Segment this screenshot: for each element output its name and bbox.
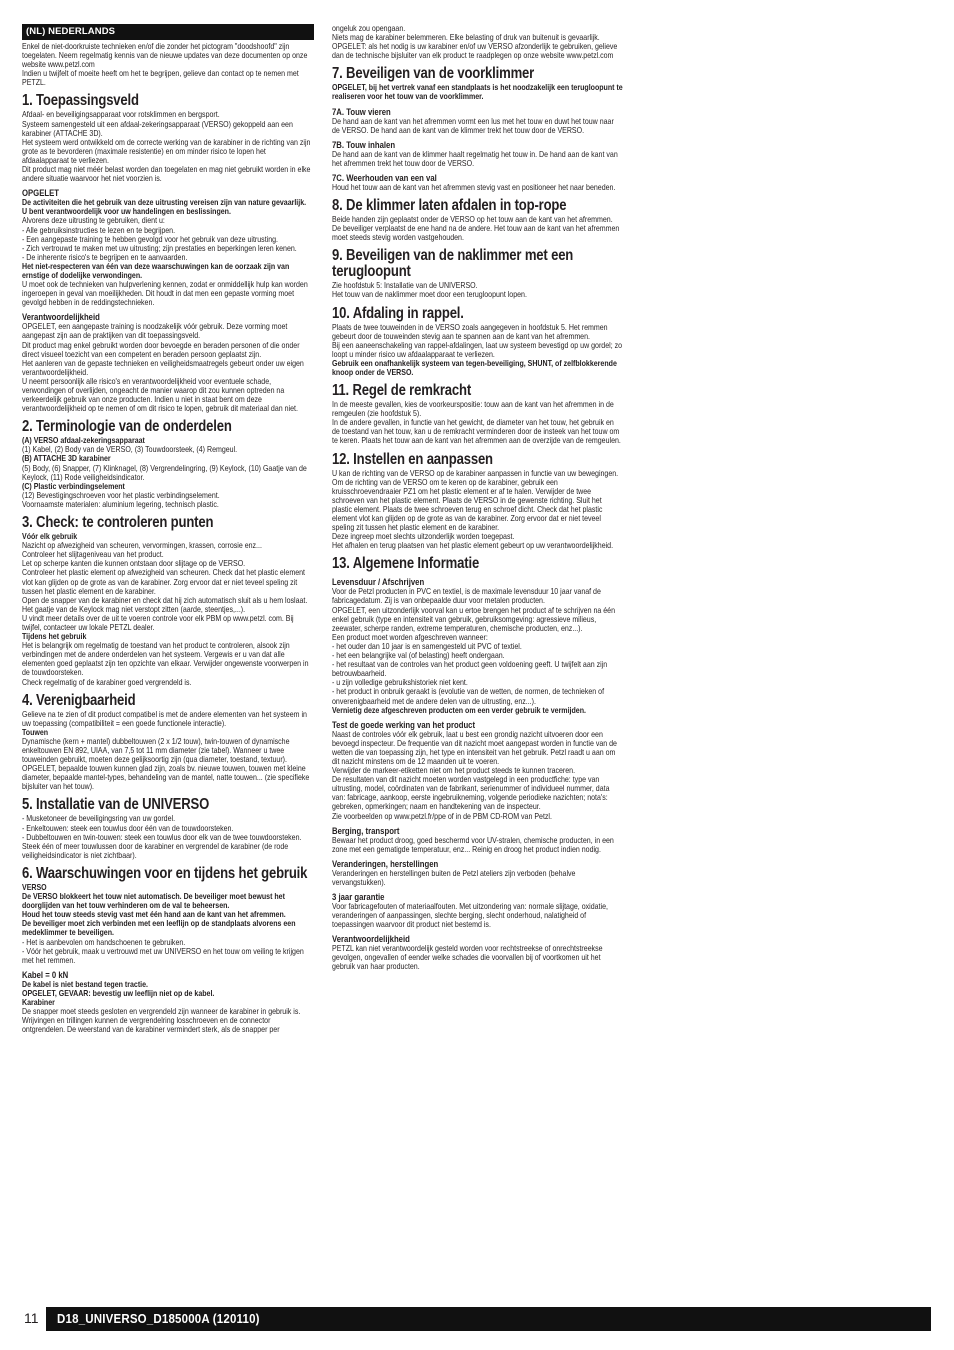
paragraph: Controleer het slijtageniveau van het product.: [22, 550, 164, 560]
page-number: 11: [24, 1310, 39, 1326]
paragraph: Het aanleren van de gepaste technieken en veiligheidsmaatregels gebeurt onder uw eigen verantwoordelijkheid.: [22, 358, 304, 377]
subsection-heading: Verantwoordelijkheid: [332, 934, 410, 945]
paragraph: OPGELET, een uitzonderlijk voorval kan u ertoe brengen het product af te schrijven na één enkel gebruik (type en intensiteit van gebruik, gebruiksomgeving: agressieve milieus, zeewater, scherpe randen, extreme temperaturen, chemische producten, enz...).: [332, 605, 615, 633]
paragraph: Zie voorbeelden op www.petzl.fr/ppe of in de PBM CD-ROM van Petzl.: [332, 811, 552, 821]
subsection-heading: Kabel = 0 kN: [22, 969, 69, 980]
paragraph: - het resultaat van de controles van het product geen voldoening geeft. U twijfelt aan zijn betrouwbaarheid.: [332, 660, 608, 679]
bold-paragraph: (C) Plastic verbindingselement: [22, 481, 125, 491]
paragraph: Let op scherpe kanten die kunnen ontstaan door slijtage op de VERSO.: [22, 559, 246, 569]
subsection-heading: 7C. Weerhouden van een val: [332, 172, 437, 183]
paragraph: In de meeste gevallen, kies de voorkeurspositie: touw aan de kant van het afremmen in de remgeulen (zie hoofdstuk 5).: [332, 400, 614, 419]
paragraph: - Enkeltouwen: steek een touwlus door één van de touwdoorsteken.: [22, 823, 234, 833]
bold-paragraph: Vóór elk gebruik: [22, 532, 78, 542]
subsection-heading: Veranderingen, herstellingen: [332, 858, 439, 869]
paragraph: Verwijder de markeer-etiketten niet om het product steeds te kunnen traceren.: [332, 766, 576, 776]
bold-paragraph: (A) VERSO afdaal-zekeringsapparaat: [22, 436, 145, 446]
footer-bar: [46, 1307, 931, 1331]
paragraph: Dit product mag enkel gebruikt worden door bevoegde en beraden personen of die onder direct visueel toezicht van een competent en beraden persoon geplaatst zijn.: [22, 340, 300, 359]
section-heading: 11. Regel de remkracht: [332, 382, 472, 400]
paragraph: Voornaamste materialen: aluminium legering, technisch plastic.: [22, 499, 219, 509]
paragraph: U vindt meer details over de uit te voeren controle voor elk PBM op www.petzl. com. Bij twijfel, contacteer uw lokale PETZL dealer.: [22, 613, 294, 632]
paragraph: Plaats de twee touweinden in de VERSO zoals aangegeven in hoofdstuk 5. Het remmen gebeurt door de touweinden stevig aan te spannen aan de kant van het afremmen.: [332, 322, 608, 341]
paragraph: Zie hoofdstuk 5: Installatie van de UNIVERSO.: [332, 281, 478, 291]
paragraph: Systeem samengesteld uit een afdaal-zekeringsapparaat (VERSO) gekoppeld aan een karabiner (ATTACHE 3D).: [22, 119, 293, 138]
paragraph: Wrijvingen en trillingen kunnen de vergrendelring losschroeven en de connector ontgrendelen. De weerstand van de karabiner vermindert sterk, als de snapper per: [22, 1016, 280, 1035]
paragraph: Het systeem werd ontwikkeld om de correcte werking van de karabiner in de richting van zijn grote as te bevorderen (maximale resistentie) en om minder risico te lopen het afdaalapparaat te verliezen.: [22, 137, 311, 165]
subsection-heading: OPGELET: [22, 188, 59, 199]
paragraph: - Het is aanbevolen om handschoenen te gebruiken.: [22, 937, 186, 947]
paragraph: Niets mag de karabiner belemmeren. Elke belasting of druk van buitenuit is gevaarlijk.: [332, 33, 600, 43]
paragraph: Nazicht op afwezigheid van scheuren, vervormingen, krassen, corrosie enz...: [22, 541, 262, 551]
paragraph: ongeluk zou opengaan.: [332, 24, 406, 33]
bold-paragraph: Houd het touw steeds stevig vast met één hand aan de kant van het afremmen.: [22, 910, 286, 920]
paragraph: Om de richting van de VERSO om te keren op de karabiner, gebruik een kruisschroevendraaier PZ1 om het plastic element er af te halen. Verwijder de twee schroeven van het plastic element. Plaats de VERSO in de gewenste richting. Sluit het plastic element. Plaats de twee schroeven terug en schroef dicht. Check dat het plastic element vlot kan glijden op de grote as van de karabiner. Zorg ervoor dat er niet teveel speling zit tussen het plastic element en de karabiner.: [332, 477, 603, 533]
bold-paragraph: De beveiliger moet zich verbinden met een leeflijn op de standplaats alvorens een medeklimmer te beveiligen.: [22, 919, 296, 938]
paragraph: U neemt persoonlijk alle risico's en verantwoordelijkheid voor eventuele schade, verwondingen of overlijden, ongeacht de manier waarop dit zou kunnen optreden na verkeerdelijk gebruik van onze producten. Indien u niet in staat bent om deze verantwoordelijkheid op te nemen of om dit risico te lopen, gebruik dit materiaal dan niet.: [22, 376, 298, 414]
paragraph: U kan de richting van de VERSO op de karabiner aanpassen in functie van uw bewegingen.: [332, 468, 619, 478]
language-header: (NL) NEDERLANDS: [22, 24, 314, 40]
paragraph: PETZL kan niet verantwoordelijk gesteld worden voor rechtstreekse of onrechtstreekse gevolgen, ongevallen of eender welke schades die voorvallen bij of voortkomen uit het gebruik van haar producten.: [332, 944, 603, 972]
bold-paragraph: Vernietig deze afgeschreven producten om een verder gebruik te vermijden.: [332, 705, 586, 715]
section-heading: 4. Verenigbaarheid: [22, 691, 136, 709]
bold-paragraph: (B) ATTACHE 3D karabiner: [22, 454, 111, 464]
paragraph: De hand aan de kant van het afremmen vormt een lus met het touw en duwt het touw naar de VERSO. De hand aan de kant van de klimmer trekt het touw door de VERSO.: [332, 116, 614, 135]
paragraph: OPGELET, bepaalde touwen kunnen glad zijn, zoals bv. nieuwe touwen, touwen met kleine diameter, bepaalde mantel-types, behandeling van de mantel, natte touwen... (zie specifieke bijsluiter van het touw).: [22, 764, 310, 792]
subsection-heading: 7B. Touw inhalen: [332, 139, 396, 150]
paragraph: Dit product mag niet méér belast worden dan toegelaten en mag niet gebruikt worden in elke andere situatie waarvoor het niet voorzien is.: [22, 165, 311, 184]
paragraph: - Alle gebruiksinstructies te lezen en te begrijpen.: [22, 225, 176, 235]
subsection-heading: Verantwoordelijkheid: [22, 312, 100, 323]
section-heading: 12. Instellen en aanpassen: [332, 450, 493, 468]
paragraph: - Vóór het gebruik, maak u vertrouwd met uw UNIVERSO en het touw om veiling te krijgen met het remmen.: [22, 946, 304, 965]
paragraph: Het touw van de naklimmer moet door een terugloopunt lopen.: [332, 290, 527, 300]
paragraph: U moet ook de technieken van hulpverlening kennen, zodat er onmiddellijk hulp kan worden ingeroepen in geval van moeilijkheden. Dit houdt in dat men een gepaste vorming moet gevolgd hebben in de reddingstechnieken.: [22, 280, 308, 308]
paragraph: Indien u twijfelt of moeite heeft om het te begrijpen, gelieve dan contact op te nemen met PETZL.: [22, 69, 299, 88]
paragraph: Dynamische (kern + mantel) dubbeltouwen (2 x 1/2 touw), twin-touwen of dynamische enkeltouwen EN 892, UIAA, van 7,5 tot 11 mm diameter (zie tabel). Wanneer u twee touweinden gebruikt, moeten deze gelijksoortig zijn (qua diameter, toestand, textuur).: [22, 736, 290, 765]
section-heading: 2. Terminologie van de onderdelen: [22, 418, 232, 436]
paragraph: (1) Kabel, (2) Body van de VERSO, (3) Touwdoorsteek, (4) Remgeul.: [22, 445, 238, 455]
paragraph: - het ouder dan 10 jaar is en samengesteld uit PVC of textiel.: [332, 641, 522, 651]
paragraph: Controleer het plastic element op afwezigheid van scheuren. Check dat het plastic element vlot kan glijden op de grote as van de karabiner. Zorg ervoor dat er niet teveel speling zit tussen het plastic element en de karabiner.: [22, 568, 305, 596]
paragraph: Naast de controles vóór elk gebruik, laat u best een grondig nazicht uitvoeren door een bevoegd inspecteur. De frequentie van dit nazicht moet aangepast worden in functie van de wetten die van toepassing zijn, het type en intensiteit van het gebruik. Petzl raadt u aan om dit nazicht minstens om de 12 maanden uit te voeren.: [332, 729, 617, 766]
subsection-heading: 3 jaar garantie: [332, 892, 385, 902]
paragraph: Steek één of meer touwlussen door de karabiner en vergrendel de karabiner (de rode veiligheidsindicator is niet zichtbaar).: [22, 841, 289, 860]
paragraph: Het is belangrijk om regelmatig de toestand van het product te controleren, alsook zijn verbindingen met de andere onderdelen van het systeem. Vergewis er u van dat alle elementen goed geplaatst zijn ten opzichte van elkaar. Verwijder ongewenste voorwerpen in de touwdoorsteken.: [22, 641, 309, 678]
paragraph: In de andere gevallen, in functie van het gewicht, de diameter van het touw, het gebruik en de toestand van het touw, kan u de remkracht verminderen door de insteek van het touw om te keren. Plaats het touw aan de kant van het afremmen aan de overzijde van de remgeulen.: [332, 418, 621, 446]
section-heading: 9. Beveiligen van de naklimmer met een terugloopunt: [332, 247, 574, 281]
bold-paragraph: Karabiner: [22, 997, 55, 1007]
paragraph: Houd het touw aan de kant van het afremmen stevig vast en positioneer het naar beneden.: [332, 182, 616, 192]
paragraph: (12) Bevestigingschroeven voor het plastic verbindingselement.: [22, 490, 220, 500]
section-heading: 8. De klimmer laten afdalen in top-rope: [332, 197, 567, 215]
paragraph: - Zich vertrouwd te maken met uw uitrusting; zijn prestaties en beperkingen leren kenen.: [22, 243, 297, 253]
left-column: [22, 24, 314, 1034]
subsection-heading: 7A. Touw vieren: [332, 106, 391, 117]
paragraph: - het een belangrijke val (of belasting) heeft ondergaan.: [332, 651, 505, 661]
bold-paragraph: OPGELET, bij het vertrek vanaf een standplaats is het noodzakelijk een terugloopunt te realiseren voor het touw van de voorklimmer.: [332, 83, 623, 102]
paragraph: Open de snapper van de karabiner en check dat hij zich automatisch sluit als u hem loslaat. Het gaatje van de Keylock mag niet verstopt zitten (aarde, steentjes,...).: [22, 595, 308, 614]
paragraph: De hand aan de kant van de klimmer haalt regelmatig het touw in. De hand aan de kant van het afremmen trekt het touw door de VERSO.: [332, 149, 618, 168]
document-reference: D18_UNIVERSO_D185000A (120110): [57, 1312, 260, 1326]
paragraph: - De inherente risico's te begrijpen en te aanvaarden.: [22, 252, 188, 262]
paragraph: Veranderingen en herstellingen buiten de Petzl ateliers zijn verboden (behalve vervangstukken).: [332, 868, 576, 887]
bold-paragraph: De VERSO blokkeert het touw niet automatisch. De beveiliger moet bewust het doorglijden van het touw verhinderen om de val te beheersen.: [22, 892, 285, 911]
section-heading: 10. Afdaling in rappel.: [332, 304, 464, 322]
bold-paragraph: Het niet-respecteren van één van deze waarschuwingen kan de oorzaak zijn van ernstige of dodelijke verwondingen.: [22, 261, 290, 280]
paragraph: Een product moet worden afgeschreven wanneer:: [332, 632, 488, 642]
section-heading: 3. Check: te controleren punten: [22, 514, 214, 532]
paragraph: De snapper moet steeds gesloten en vergrendeld zijn wanneer de karabiner in gebruik is.: [22, 1007, 301, 1017]
section-heading: 5. Installatie van de UNIVERSO: [22, 796, 210, 814]
bold-paragraph: De kabel is niet bestand tegen tractie.: [22, 979, 149, 989]
bold-paragraph: Tijdens het gebruik: [22, 632, 87, 642]
paragraph: Alvorens deze uitrusting te gebruiken, dient u:: [22, 216, 165, 226]
bold-paragraph: U bent verantwoordelijk voor uw handelingen en beslissingen.: [22, 207, 231, 217]
paragraph: - het product in onbruik geraakt is (evolutie van de wetten, de normen, de technieken of onverenigbaarheid met de andere delen van de uitrusting, enz...).: [332, 687, 605, 706]
section-heading: 6. Waarschuwingen voor en tijdens het gebruik: [22, 864, 308, 882]
paragraph: Voor fabricagefouten of materiaalfouten. Met uitzondering van: normale slijtage, oxidatie, veranderingen of aanpassingen, slechte berging, slecht onderhoud, nalatigheid of toepassingen waarvoor dit product niet bestemd is.: [332, 902, 608, 930]
section-heading: 7. Beveiligen van de voorklimmer: [332, 65, 535, 83]
bold-paragraph: De activiteiten die het gebruik van deze uitrusting vereisen zijn van nature gevaarlijk.: [22, 198, 307, 208]
paragraph: Afdaal- en beveiligingsapparaat voor rotsklimmen en bergsport.: [22, 110, 220, 120]
bold-paragraph: OPGELET, GEVAAR: bevestig uw leeflijn niet op de kabel.: [22, 988, 215, 998]
paragraph: Het afhalen en terug plaatsen van het plastic element gebeurt op uw verantwoordelijkheid.: [332, 541, 614, 551]
paragraph: OPGELET: als het nodig is uw karabiner en/of uw VERSO afzonderlijk te gebruiken, gelieve dan de technische bijsluiter van elk product te raadplegen op onze website www.petzl.com: [332, 42, 618, 61]
paragraph: - Musketoneer de beveiligingsring van uw gordel.: [22, 814, 176, 824]
paragraph: - Een aangepaste training te hebben gevolgd voor het gebruik van deze uitrusting.: [22, 234, 279, 244]
section-heading: 13. Algemene Informatie: [332, 555, 480, 573]
paragraph: Deze ingreep moet slechts uitzonderlijk worden toegepast.: [332, 532, 515, 542]
paragraph: Gelieve na te zien of dit product compatibel is met de andere elementen van het systeem in uw toepassing (compatibiliteit = een goede functionele interactie).: [22, 709, 307, 728]
paragraph: (5) Body, (6) Snapper, (7) Klinknagel, (8) Vergrendelingring, (9) Keylock, (10) Gaatje van de Keylock, (11) Rode veiligheidsindicator.: [22, 463, 307, 482]
paragraph: OPGELET, een aangepaste training is noodzakelijk vóór gebruik. Deze vorming moet aangepast zijn aan de praktijken van dit toepassingsveld.: [22, 322, 288, 341]
paragraph: Bij een aaneenschakeling van rappel-afdalingen, laat uw systeem bevestigd op uw gordel; zo loopt u minder risico uw afdaalapparaat te verliezen.: [332, 340, 623, 359]
paragraph: Bewaar het product droog, goed beschermd voor UV-stralen, chemische producten, in een zone met een gematigde temperatuur, enz... Reinig en droog het product indien nodig.: [332, 835, 614, 854]
paragraph: Enkel de niet-doorkruiste technieken en/of die zonder het pictogram "doodshoofd" zijn toegelaten. Neem regelmatig kennis van de nieuwe updates van deze documenten op onze website www.petzl.com: [22, 42, 308, 70]
paragraph: - Dubbeltouwen en twin-touwen: steek een touwlus door elk van de twee touwdoorsteken.: [22, 832, 302, 842]
paragraph: - u zijn volledige gebruikshistoriek niet kent.: [332, 678, 468, 688]
paragraph: Check regelmatig of de karabiner goed vergrendeld is.: [22, 677, 192, 687]
right-column: [332, 24, 624, 972]
bold-paragraph: Touwen: [22, 727, 49, 737]
paragraph: Voor de Petzl producten in PVC en textiel, is de maximale levensduur 10 jaar vanaf de fabricagedatum. Zij is van onbepaalde duur voor metalen producten.: [332, 587, 601, 606]
paragraph: De resultaten van dit nazicht moeten worden vastgelegd in een productfiche: type van uitrusting, model, coördinaten van de fabrikant, serienummer of individueel nummer, data van: fabricage, aankoop, eerste ingebruikneming, volgende periodieke nazichten; nota's: gebreken, opmerkingen; naam en handtekening van de inspecteur.: [332, 775, 610, 812]
subsection-heading: Test de goede werking van het product: [332, 719, 476, 730]
subsection-heading: Levensduur / Afschrijven: [332, 577, 425, 588]
subsection-heading: Berging, transport: [332, 825, 400, 836]
bold-paragraph: Gebruik een onafhankelijk systeem van tegen-beveiliging, SHUNT, of zelfblokkerende knoop onder de VERSO.: [332, 358, 617, 377]
paragraph: Beide handen zijn geplaatst onder de VERSO op het touw aan de kant van het afremmen. De beveiliger verplaatst de ene hand na de andere. Het touw aan de kant van het afremmen moet steeds stevig worden vastgehouden.: [332, 215, 620, 243]
bold-paragraph: VERSO: [22, 882, 47, 892]
section-heading: 1. Toepassingsveld: [22, 92, 139, 110]
